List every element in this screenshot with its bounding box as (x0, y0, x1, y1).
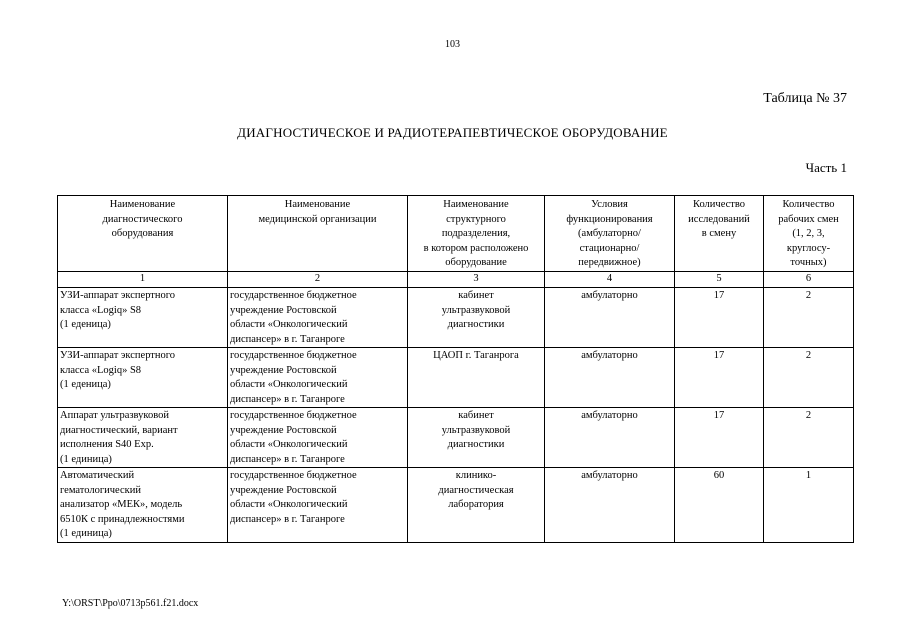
equipment-cell: Автоматический гематологический анализатор «МЕК», модель 6510К с принадлежностями (1 единица) (58, 468, 228, 543)
organization-cell: государственное бюджетное учреждение Ростовской области «Онкологический диспансер» в г. Таганроге (228, 288, 408, 348)
table-row (58, 468, 854, 543)
header-row (58, 196, 854, 272)
column-number: 6 (764, 272, 854, 288)
equipment-cell: УЗИ-аппарат экспертного класса «Logiq» S8 (1 еденица) (58, 348, 228, 408)
table-row (58, 288, 854, 348)
part-label: Часть 1 (805, 160, 847, 175)
organization-cell: государственное бюджетное учреждение Ростовской области «Онкологический диспансер» в г. Таганроге (228, 348, 408, 408)
conditions-cell: амбулаторно (545, 408, 675, 468)
conditions-cell: амбулаторно (545, 468, 675, 543)
column-number: 1 (58, 272, 228, 288)
shifts-cell: 1 (764, 468, 854, 543)
subdivision-cell: ЦАОП г. Таганрога (408, 348, 545, 408)
subdivision-cell: кабинет ультразвуковой диагностики (408, 288, 545, 348)
organization-cell: государственное бюджетное учреждение Ростовской области «Онкологический диспансер» в г. Таганроге (228, 468, 408, 543)
shifts-cell: 2 (764, 348, 854, 408)
studies-cell: 17 (675, 348, 764, 408)
header-equipment: Наименование диагностического оборудования (58, 196, 228, 272)
header-organization: Наименование медицинской организации (228, 196, 408, 272)
header-subdivision: Наименование структурного подразделения, в котором расположено оборудование (408, 196, 545, 272)
table-label: Таблица № 37 (763, 91, 847, 106)
subdivision-cell: клинико- диагностическая лаборатория (408, 468, 545, 543)
studies-cell: 60 (675, 468, 764, 543)
header-shifts: Количество рабочих смен (1, 2, 3, круглосу- точных) (764, 196, 854, 272)
conditions-cell: амбулаторно (545, 348, 675, 408)
equipment-cell: Аппарат ультразвуковой диагностический, вариант исполнения S40 Exp. (1 единица) (58, 408, 228, 468)
document-title: ДИАГНОСТИЧЕСКОЕ И РАДИОТЕРАПЕВТИЧЕСКОЕ ОБОРУДОВАНИЕ (237, 125, 668, 140)
equipment-table (57, 195, 854, 543)
subdivision-cell: кабинет ультразвуковой диагностики (408, 408, 545, 468)
table-row (58, 408, 854, 468)
column-number: 2 (228, 272, 408, 288)
studies-cell: 17 (675, 408, 764, 468)
shifts-cell: 2 (764, 288, 854, 348)
table-row (58, 348, 854, 408)
column-number: 3 (408, 272, 545, 288)
studies-cell: 17 (675, 288, 764, 348)
column-number-row (58, 272, 854, 288)
shifts-cell: 2 (764, 408, 854, 468)
header-studies: Количество исследований в смену (675, 196, 764, 272)
column-number: 5 (675, 272, 764, 288)
footer-file-path: Y:\ORST\Ppo\0713p561.f21.docx (62, 598, 199, 609)
conditions-cell: амбулаторно (545, 288, 675, 348)
column-number: 4 (545, 272, 675, 288)
equipment-cell: УЗИ-аппарат экспертного класса «Logiq» S8 (1 еденица) (58, 288, 228, 348)
page-number: 103 (445, 39, 460, 50)
header-conditions: Условия функционирования (амбулаторно/ стационарно/ передвижное) (545, 196, 675, 272)
organization-cell: государственное бюджетное учреждение Ростовской области «Онкологический диспансер» в г. Таганроге (228, 408, 408, 468)
